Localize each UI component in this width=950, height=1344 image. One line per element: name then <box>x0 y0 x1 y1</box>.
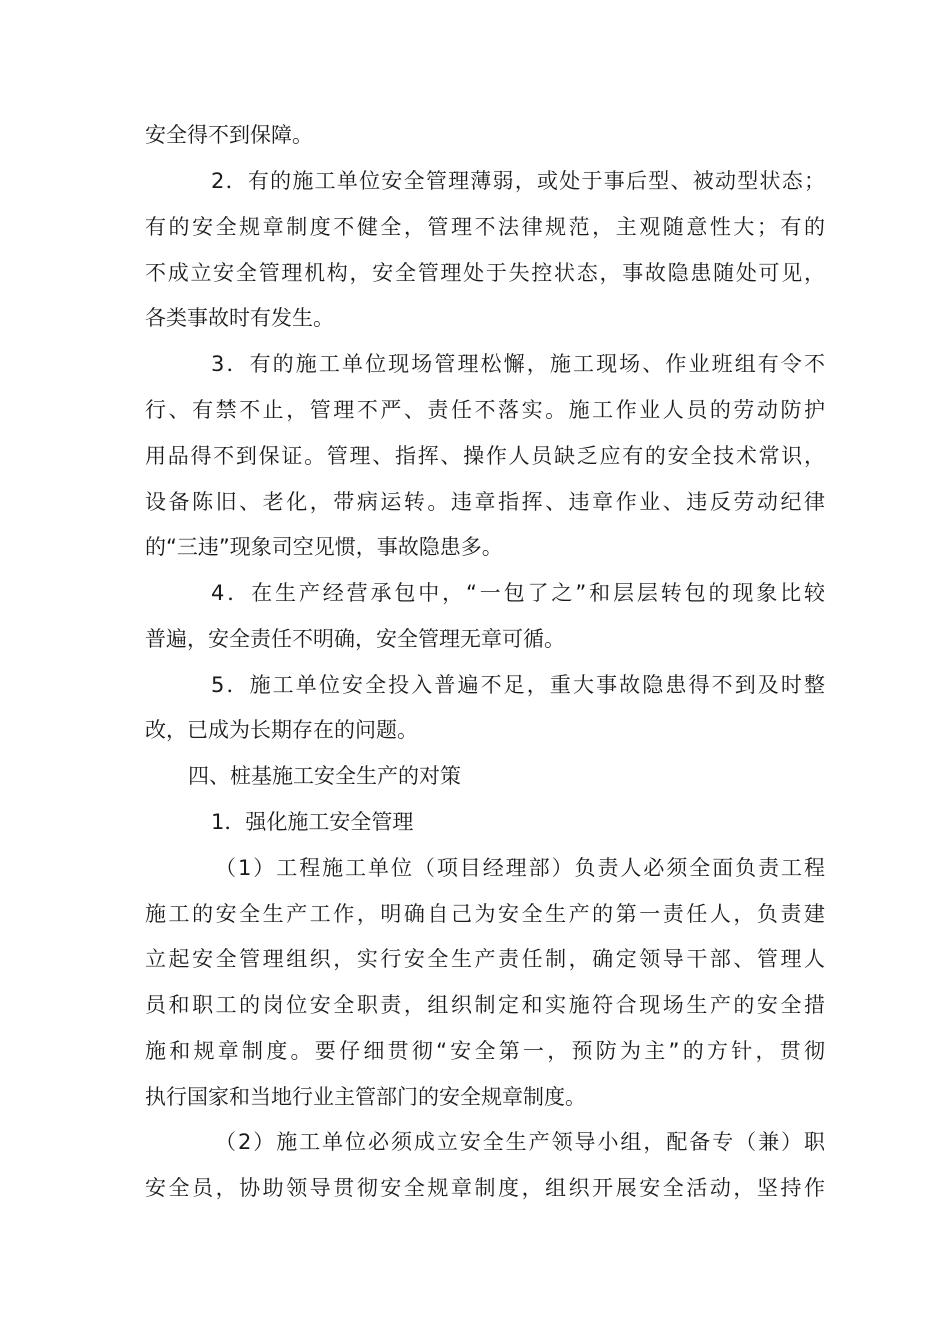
paragraph-line: 5．施工单位安全投入普遍不足，重大事故隐患得不到及时整 <box>211 673 825 697</box>
paragraph-line: 安全得不到保障。 <box>145 123 313 147</box>
subsection-heading: 1．强化施工安全管理 <box>211 810 414 834</box>
paragraph-line: （1）工程施工单位（项目经理部）负责人必须全面负责工程 <box>215 856 825 880</box>
paragraph-line: 4．在生产经营承包中，“一包了之”和层层转包的现象比较 <box>211 581 825 605</box>
paragraph-line: 有的安全规章制度不健全，管理不法律规范，主观随意性大；有的 <box>145 215 825 239</box>
paragraph-line: 立起安全管理组织，实行安全生产责任制，确定领导干部、管理人 <box>145 947 825 971</box>
paragraph-line: 普遍，安全责任不明确，安全管理无章可循。 <box>145 627 565 651</box>
paragraph-line: 改，已成为长期存在的问题。 <box>145 718 418 742</box>
section-heading: 四、桩基施工安全生产的对策 <box>188 764 461 788</box>
paragraph-line: 的“三违”现象司空见惯，事故隐患多。 <box>145 535 503 559</box>
paragraph-line: 行、有禁不止，管理不严、责任不落实。施工作业人员的劳动防护 <box>145 398 825 422</box>
paragraph-line: 施工的安全生产工作，明确自己为安全生产的第一责任人，负责建 <box>145 902 825 926</box>
paragraph-line: 各类事故时有发生。 <box>145 306 334 330</box>
paragraph-line: （2）施工单位必须成立安全生产领导小组，配备专（兼）职 <box>215 1130 825 1154</box>
paragraph-line: 不成立安全管理机构，安全管理处于失控状态，事故隐患随处可见， <box>145 261 825 285</box>
paragraph-line: 安全员，协助领导贯彻安全规章制度，组织开展安全活动，坚持作 <box>145 1176 825 1200</box>
paragraph-line: 执行国家和当地行业主管部门的安全规章制度。 <box>145 1085 586 1109</box>
paragraph-line: 员和职工的岗位安全职责，组织制定和实施符合现场生产的安全措 <box>145 993 825 1017</box>
paragraph-line: 3．有的施工单位现场管理松懈，施工现场、作业班组有令不 <box>211 352 825 376</box>
paragraph-line: 2．有的施工单位安全管理薄弱，或处于事后型、被动型状态； <box>211 169 825 193</box>
paragraph-line: 用品得不到保证。管理、指挥、操作人员缺乏应有的安全技术常识， <box>145 444 825 468</box>
paragraph-line: 设备陈旧、老化，带病运转。违章指挥、违章作业、违反劳动纪律 <box>145 490 825 514</box>
paragraph-line: 施和规章制度。要仔细贯彻“安全第一，预防为主”的方针，贯彻 <box>145 1039 825 1063</box>
